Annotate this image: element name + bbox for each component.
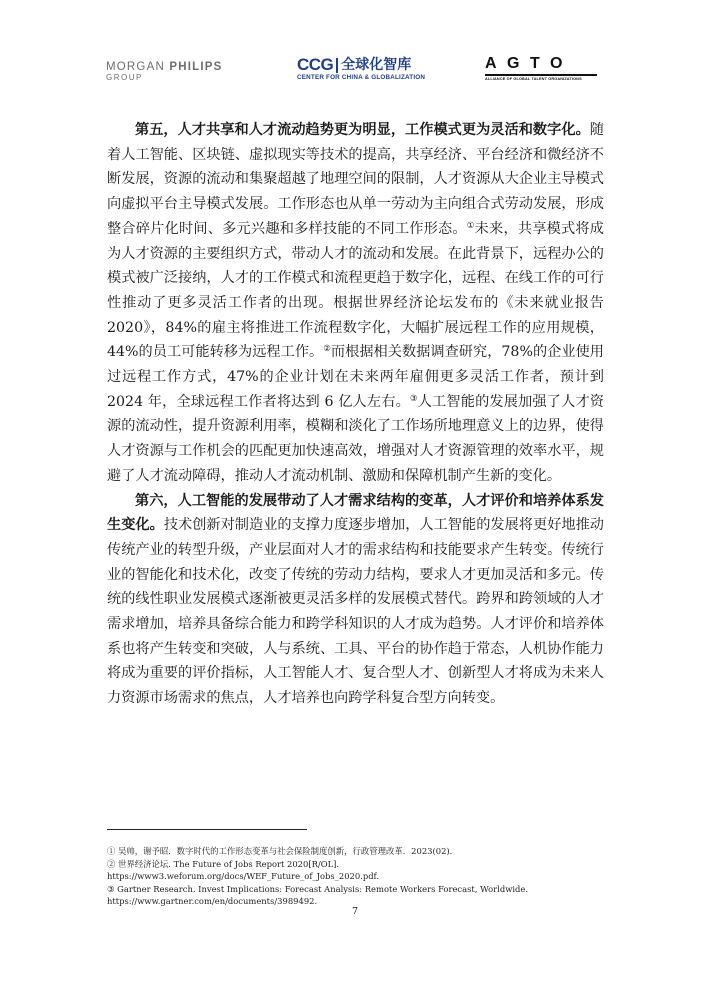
morgan-philips-logo-bold: PHILIPS <box>169 61 223 73</box>
paragraph-text: 而根据相关数据调查研究，78%的企业使用过远程工作方式，47%的企业计划在未来两年雇佣更多灵活工作者，预计到 2024 年，全球远程工作者将达到 6 亿人左右。 <box>107 344 604 410</box>
footnote-3: ③ Gartner Research. Invest Implications: Forecast Analysis: Remote Workers Forecast, Worldwide. <box>107 883 529 894</box>
agto-logo-mark: AGTO <box>485 55 573 72</box>
paragraph-fifth-point <box>107 118 604 489</box>
page-number: 7 <box>351 906 359 917</box>
footnote-divider <box>107 829 307 830</box>
paragraph-sixth-point <box>107 489 604 711</box>
ccg-logo <box>297 55 426 82</box>
paragraph-text: 技术创新对制造业的支撑力度逐步增加，人工智能的发展将更好地推动传统产业的转型升级，产业层面对人才的需求结构和技能要求产生转变。传统行业的智能化和技术化，改变了传统的劳动力结构，要求人才更加灵活和多元。传统的线性职业发展模式逐渐被更灵活多样的发展模式替代。跨界和跨领域的人才需求增加，培养具备综合能力和跨学科知识的人才成为趋势。人才评价和培养体系也将产生转变和突破，人与系统、工具、平台的协作趋于常态，人机协作能力将成为重要的评价指标，人工智能人才、复合型人才、创新型人才将成为未来人力资源市场需求的焦点，人才培养也向跨学科复合型方向转变。 <box>107 517 604 707</box>
ccg-logo-divider <box>336 58 338 73</box>
morgan-philips-logo-light: MORGAN <box>106 61 165 73</box>
footnote-ref-3[interactable]: ③ <box>409 393 418 404</box>
paragraph-text: 随着人工智能、区块链、虚拟现实等技术的提高，共享经济、平台经济和微经济不断发展，资源的流动和集聚超越了地理空间的限制，人才资源从大企业主导模式向虚拟平台主导模式发展。工作形态也从单一劳动为主向组合式劳动发展，形成整合碎片化时间、多元兴趣和多样技能的不同工作形态。 <box>107 122 604 237</box>
ccg-logo-mark: CCG <box>297 55 334 74</box>
agto-logo-subtitle: ALLIANCE OF GLOBAL TALENT ORGANIZATIONS <box>485 76 582 81</box>
footnote-2: ② 世界经济论坛. The Future of Jobs Report 2020[R/OL]. <box>107 858 340 869</box>
ccg-logo-chinese: 全球化智库 <box>341 57 412 73</box>
agto-logo <box>485 55 605 81</box>
ccg-logo-english: CENTER FOR CHINA & GLOBALIZATION <box>297 74 426 81</box>
footnotes <box>107 845 604 908</box>
footnote-ref-2[interactable]: ② <box>323 344 331 355</box>
footnote-ref-1[interactable]: ① <box>466 220 475 231</box>
morgan-philips-logo <box>106 61 258 83</box>
footnote-1: ① 吴帅，谢予昭．数字时代的工作形态变革与社会保险制度创新，行政管理改革．2023(02)． <box>107 846 459 856</box>
paragraph-lead-bold: 第六，人工智能的发展带动了人才需求结构的变革，人才评价和培养体系发生变化。 <box>107 492 604 534</box>
page-header <box>0 52 710 92</box>
paragraph-lead-bold: 第五，人才共享和人才流动趋势更为明显，工作模式更为灵活和数字化。 <box>135 122 590 138</box>
morgan-philips-logo-group: GROUP <box>106 73 143 82</box>
footnote-3-link[interactable]: https://www.gartner.com/en/documents/3989492. <box>107 896 318 907</box>
paragraph-text: 人工智能的发展加强了人才资源的流动性，提升资源利用率，模糊和淡化了工作场所地理意义上的边界，使得人才资源与工作机会的匹配更加快速高效，增强对人才资源管理的效率水平，规避了人才流动障碍，推动人才流动机制、激励和保障机制产生新的变化。 <box>107 393 604 484</box>
agto-logo-rule <box>485 74 597 76</box>
paragraph-text: 未来，共享模式将成为人才资源的主要组织方式，带动人才的流动和发展。在此背景下，远程办公的模式被广泛接纳，人才的工作模式和流程更趋于数字化，远程、在线工作的可行性推动了更多灵活工作者的出现。根据世界经济论坛发布的《未来就业报告2020》，84%的雇主将推进工作流程数字化，大幅扩展远程工作的应用规模，44%的员工可能转移为远程工作。 <box>107 220 604 361</box>
main-body <box>107 118 604 711</box>
footnote-2-link[interactable]: https://www3.weforum.org/docs/WEF_Future_of_Jobs_2020.pdf. <box>107 871 380 882</box>
